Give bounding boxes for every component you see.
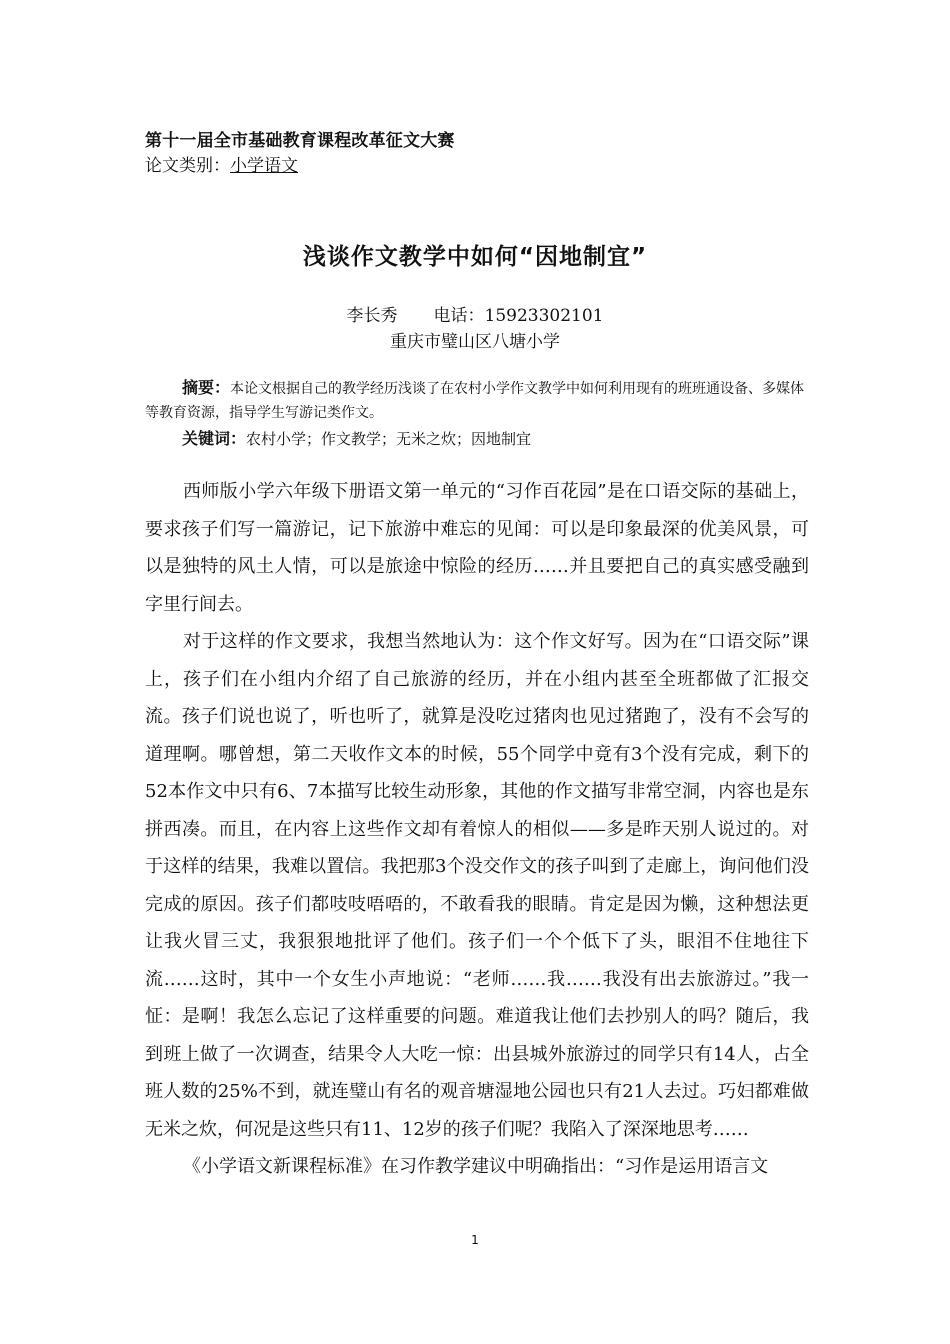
author-school: 重庆市璧山区八塘小学 (390, 332, 560, 352)
author-phone: 电话：15923302101 (433, 306, 604, 326)
abstract (145, 376, 809, 425)
category-label: 论文类别： (145, 156, 230, 176)
category-line (145, 151, 298, 176)
paper-title: 浅谈作文教学中如何“因地制宜” (302, 244, 648, 270)
body-paragraph-1: 西师版小学六年级下册语文第一单元的“习作百花园”是在口语交际的基础上，要求孩子们写一篇游记，记下旅游中难忘的见闻：可以是印象最深的优美风景，可以是独特的风土人情，可以是旅途中惊险的经历……并且要把自己的真实感受融到字里行间去。 (145, 481, 809, 615)
body-paragraph-2: 对于这样的作文要求，我想当然地认为：这个作文好写。因为在“口语交际”课上，孩子们在小组内介绍了自己旅游的经历，并在小组内甚至全班都做了汇报交流。孩子们说也说了，听也听了，就算是没吃过猪肉也见过猪跑了，没有不会写的道理啊。哪曾想，第二天收作文本的时候，55个同学中竟有3个没有完成，剩下的52本作文中只有6、7本描写比较生动形象，其他的作文描写非常空洞，内容也是东拼西凑。而且，在内容上这些作文却有着惊人的相似——多是昨天别人说过的。对于这样的结果，我难以置信。我把那3个没交作文的孩子叫到了走廊上，询问他们没完成的原因。孩子们都吱吱唔唔的，不敢看我的眼睛。肯定是因为懒，这种想法更让我火冒三丈，我狠狠地批评了他们。孩子们一个个低下了头，眼泪不住地往下流……这时，其中一个女生小声地说：“老师……我……我没有出去旅游过。”我一怔：是啊！我怎么忘记了这样重要的问题。难道我让他们去抄别人的吗？随后，我到班上做了一次调查，结果令人大吃一惊：出县城外旅游过的同学只有14人，占全班人数的25%不到，就连璧山有名的观音塘湿地公园也只有21人去过。巧妇都难做无米之炊，何况是这些只有11、12岁的孩子们呢？我陷入了深深地思考…… (145, 631, 809, 1140)
keywords-label: 关键词： (182, 429, 247, 448)
author-line (0, 301, 950, 326)
abstract-label: 摘要： (182, 378, 231, 397)
author-name: 李长秀 (346, 306, 398, 326)
abstract-text: 本论文根据自己的教学经历浅谈了在农村小学作文教学中如何利用现有的班班通设备、多媒体等教育资源，指导学生写游记类作文。 (145, 381, 805, 421)
keywords (182, 426, 531, 449)
category-value: 小学语文 (230, 156, 298, 176)
keywords-text: 农村小学；作文教学；无米之炊；因地制宜 (246, 430, 532, 448)
contest-header: 第十一届全市基础教育课程改革征文大赛 (145, 131, 455, 151)
page-number: 1 (471, 1233, 479, 1247)
body-paragraph-3: 《小学语文新课程标准》在习作教学建议中明确指出：“习作是运用语言文 (183, 1156, 769, 1177)
body-text (145, 473, 809, 1186)
